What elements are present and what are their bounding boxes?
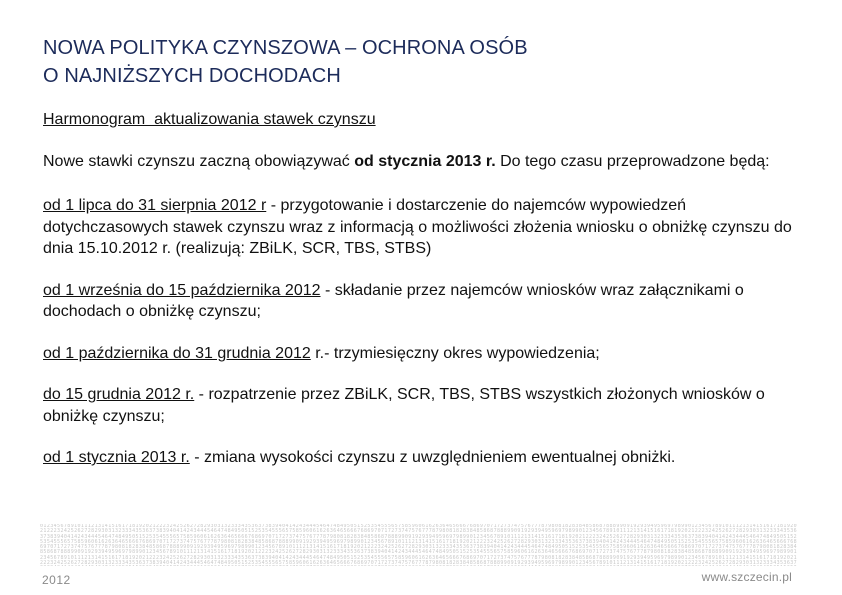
title-line-1: NOWA POLITYKA CZYNSZOWA – OCHRONA OSÓB [43, 37, 528, 59]
intro-text-after: Do tego czasu przeprowadzone będą: [495, 152, 770, 170]
intro-bold-date: od stycznia 2013 r. [354, 152, 496, 170]
schedule-item-date: od 1 lipca do 31 sierpnia 2012 r [43, 197, 267, 214]
schedule-item-date: od 1 stycznia 2013 r. [43, 449, 190, 466]
schedule-heading: Harmonogram aktualizowania stawek czynszu [43, 111, 376, 128]
schedule-item-text: r.- trzymiesięczny okres wypowiedzenia; [310, 344, 600, 362]
title-line-2: O NAJNIŻSZYCH DOCHODACH [43, 65, 341, 87]
schedule-item [43, 280, 803, 323]
schedule-item-text: - zmiana wysokości czynszu z uwzględnieniem ewentualnej obniżki. [189, 449, 676, 466]
decorative-number-band: 012345678910111213141516171819202122232425262728293031323334353637383940414243444546474849505152535455565758596061626364656667686970717273747576777879808182838485868788899091929394959697989901234567891011121314151617181920212223242526272829303132333435363738394041424344454647484950515253545556575859606162636465666768697071727374757677787980818283848586878889909192939495969798990123456789101112131415161718192021222324252627282930313233343536373839404142434445464748495051525354555657585960616263646566676869707172737475767778798081828384858687888990919293949596979899012345678910111213141516171819202122232425262728293031323334353637383940414243444546474849505152535455565758596061626364656667686970717273747576777879808182838485868788899091929394959697989901234567891011121314151617181920212223242526272829303132333435363738394041424344454647484950515253545556575859606162636465666768697071727374757677787980818283848586878889909192939495969798990123456789101112131415161718192021222324252627282930313233343536373839404142434445464748495051525354555657585960616263646566676869707172737475767778798081828384858687888990919293949596979899012345678910111213141516171819202122232425262728293031323334353637383940414243444546474849505152535455565758596061626364656667686970717273747576777879808182838485868788899091929394959697989901234567891011121314151617181920212223242526272829303132333435363738394041424344454647484950515253545556575859606162636465666768697071727374757677787980818283848586878889909192939495969798990123456789101112131415161718192021222324252627282930313233343536373839404142434445464748495051525354555657585960616263646566676869707172737475767778798081828384858687888990919293949596979899012345678910111213141516171819202122232425262728293031323334353637 [40, 524, 798, 566]
schedule-item [43, 343, 803, 365]
schedule-item [43, 447, 803, 469]
schedule-item-text: - rozpatrzenie przez ZBiLK, SCR, TBS, STBS wszystkich złożonych wniosków o obniżkę czynszu; [43, 386, 765, 425]
schedule-item-date: do 15 grudnia 2012 r. [43, 386, 195, 403]
schedule-item-text: - przygotowanie i dostarczenie do najemców wypowiedzeń dotychczasowych stawek czynszu wraz z informacją o możliwości złożenia wniosku o obniżkę czynszu do dnia 15.10.2012 r. (realizują: ZBiLK, SCR, TBS, STBS) [43, 197, 792, 257]
footer-year: 2012 [42, 573, 71, 587]
intro-text-before: Nowe stawki czynszu zaczną obowiązywać [43, 152, 355, 170]
intro-paragraph [43, 151, 803, 173]
schedule-item-text: - składanie przez najemców wniosków wraz załącznikami o dochodach o obniżkę czynszu; [43, 281, 744, 320]
footer-url: www.szczecin.pl [701, 570, 792, 584]
slide-title [43, 34, 803, 90]
slide-content [43, 109, 803, 489]
schedule-item [43, 195, 803, 260]
schedule-item-date: od 1 września do 15 października 2012 [43, 281, 321, 299]
schedule-item [43, 384, 803, 427]
schedule-item-date: od 1 października do 31 grudnia 2012 [43, 344, 311, 362]
